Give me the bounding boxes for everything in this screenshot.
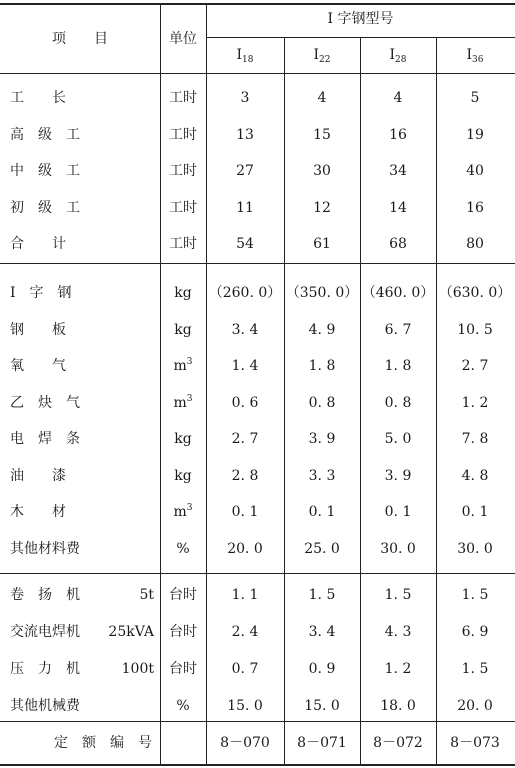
header-model-2 [360,45,436,65]
materials-row-value: 2. 7 [461,358,489,374]
materials-row-value: 1. 2 [461,394,489,411]
unit-text: 台时 [169,624,197,640]
machinery-row-value: 1. 5 [461,587,489,603]
materials-row-label: 木 材 [10,504,66,520]
model-base: I [466,47,473,63]
labor-row-value: 40 [466,163,484,179]
labor-row-label: 工 长 [10,90,66,106]
materials-row-unit [160,283,206,303]
materials-row-unit [160,539,206,559]
footer-code: 8－073 [450,735,500,751]
materials-row-unit [160,393,206,413]
footer-code: 8－072 [373,735,423,751]
labor-bottom-rule [0,263,515,264]
labor-row-value: 80 [466,236,484,252]
labor-row-value: 4 [317,90,327,106]
materials-row-value: 25. 0 [304,540,340,557]
materials-row-label: 油 漆 [10,467,66,484]
unit-text: % [176,540,190,557]
unit-text: kg [174,431,192,447]
labor-row-unit [160,88,206,108]
materials-row-value: 0. 6 [231,394,259,411]
materials-row-value: 4. 8 [461,467,489,484]
machinery-row-unit [160,696,206,716]
materials-row-value: 0. 1 [308,504,336,520]
divider-unit-values [206,4,207,765]
labor-row-value: 30 [313,163,331,179]
footer-code: 8－070 [220,735,270,751]
unit-text: m [173,358,187,374]
machinery-row-spec: 25kVA [108,624,154,640]
labor-row-value: 15 [313,126,331,143]
top-rule [0,3,515,5]
machinery-row-label: 压 力 机 [10,661,80,677]
labor-row-value: 19 [466,126,484,143]
machinery-row-value: 1. 5 [308,587,336,603]
model-base: I [389,47,396,63]
machinery-row-spec: 5t [139,587,154,603]
labor-row-label: 合 计 [10,236,66,252]
labor-row-unit [160,198,206,218]
materials-row-value: 30. 0 [457,540,493,557]
machinery-row-value: 15. 0 [227,698,263,714]
materials-row-label: 电 焊 条 [10,431,80,447]
materials-row-label: 其他材料费 [10,540,80,557]
unit-superscript: 3 [186,393,193,404]
materials-row-value: 1. 4 [231,358,259,374]
materials-row-value: 1. 8 [384,358,412,374]
materials-row-value: 2. 8 [231,467,259,484]
header-model-1 [284,45,360,65]
materials-row-unit [160,320,206,340]
labor-row-value: 16 [389,126,407,143]
header-bottom-rule [0,73,515,74]
labor-row-value: 54 [236,236,254,252]
machinery-row-value: 1. 2 [384,661,412,677]
labor-row-value: 16 [466,199,484,216]
machinery-row-value: 1. 5 [384,587,412,603]
machinery-row-value: 0. 9 [308,661,336,677]
model-subscript: 18 [242,55,254,65]
labor-row-value: 61 [313,236,331,252]
labor-row-unit [160,161,206,181]
labor-row-value: 4 [393,90,403,106]
header-model-group: I 字钢型号 [327,11,394,27]
machinery-row-value: 20. 0 [457,698,493,714]
materials-row-label: I 字 钢 [10,285,72,301]
header-item: 项 目 [52,31,108,47]
unit-text: 工时 [169,126,197,143]
unit-text: 工时 [169,90,197,106]
materials-row-value: 2. 7 [231,431,259,447]
materials-row-unit [160,356,206,376]
unit-text: kg [174,285,192,301]
footer-code: 8－071 [297,735,347,751]
machinery-row-value: 0. 7 [231,661,259,677]
header-model-0 [206,45,284,65]
materials-row-value: 6. 7 [384,321,412,338]
materials-row-value: 3. 9 [308,431,336,447]
machinery-row-label: 卷 扬 机 [10,587,80,603]
machinery-row-value: 18. 0 [380,698,416,714]
labor-row-value: 12 [313,199,331,216]
materials-row-value: 1. 8 [308,358,336,374]
materials-row-unit [160,502,206,522]
unit-text: kg [174,321,192,338]
materials-row-label: 钢 板 [10,321,66,338]
machinery-row-unit [160,622,206,642]
labor-row-value: 34 [389,163,407,179]
labor-row-value: 13 [236,126,254,143]
materials-row-unit [160,429,206,449]
labor-row-unit [160,234,206,254]
materials-row-value: 0. 8 [308,394,336,411]
materials-row-value: 30. 0 [380,540,416,557]
machinery-row-value: 6. 9 [461,624,489,640]
machinery-row-label: 其他机械费 [10,698,80,714]
machinery-row-unit [160,659,206,679]
unit-superscript: 3 [186,503,193,513]
model-base: I [236,47,243,63]
materials-row-label: 氧 气 [10,358,66,374]
machinery-bottom-rule [0,721,515,722]
labor-row-value: 3 [240,90,250,106]
materials-row-value: 0. 8 [384,394,412,411]
materials-row-value: 7. 8 [461,431,489,447]
materials-row-value: （350. 0） [285,285,359,301]
machinery-row-unit [160,585,206,605]
divider-item-unit [160,4,161,765]
materials-row-value: （630. 0） [438,285,512,301]
materials-row-value: 3. 3 [308,467,336,484]
labor-row-value: 5 [470,90,480,106]
machinery-row-value: 2. 4 [231,624,259,640]
materials-row-value: 0. 1 [231,504,259,520]
footer-label: 定 额 编 号 [54,735,152,751]
materials-row-value: 4. 9 [308,321,336,338]
materials-row-value: 0. 1 [384,504,412,520]
materials-row-unit [160,466,206,486]
machinery-row-label: 交流电焊机 [10,624,80,640]
materials-row-value: 10. 5 [457,321,493,338]
unit-text: 工时 [169,236,197,252]
bottom-rule [0,764,515,766]
materials-row-value: （460. 0） [361,285,435,301]
materials-row-value: 3. 4 [231,321,259,338]
materials-row-value: 5. 0 [384,431,412,447]
unit-text: 台时 [169,661,197,677]
materials-row-label: 乙 炔 气 [10,394,80,411]
unit-text: 工时 [169,199,197,216]
header-unit: 单位 [169,31,197,47]
unit-superscript: 3 [186,357,193,367]
machinery-row-value: 15. 0 [304,698,340,714]
labor-row-label: 初 级 工 [10,199,80,216]
model-base: I [313,47,320,63]
materials-bottom-rule [0,573,515,574]
materials-row-value: 20. 0 [227,540,263,557]
labor-row-value: 27 [236,163,254,179]
labor-row-label: 中 级 工 [10,163,80,179]
unit-text: m [173,394,187,411]
model-subscript: 36 [472,55,484,65]
machinery-row-value: 4. 3 [384,624,412,640]
unit-text: % [176,698,190,714]
unit-text: 台时 [169,587,197,603]
machinery-row-value: 1. 5 [461,661,489,677]
labor-row-value: 14 [389,199,407,216]
machinery-row-value: 3. 4 [308,624,336,640]
machinery-row-value: 1. 1 [231,587,259,603]
materials-row-value: 3. 9 [384,467,412,484]
unit-text: m [173,504,187,520]
machinery-row-spec: 100t [121,661,154,677]
model-subscript: 22 [319,55,331,65]
unit-text: kg [174,467,192,484]
labor-row-unit [160,125,206,145]
header-model-3 [436,45,514,65]
materials-row-value: 0. 1 [461,504,489,520]
labor-row-value: 68 [389,236,407,252]
materials-row-value: （260. 0） [208,285,282,301]
unit-text: 工时 [169,163,197,179]
labor-row-label: 高 级 工 [10,126,80,143]
labor-row-value: 11 [236,199,254,216]
model-subscript: 28 [395,55,407,65]
